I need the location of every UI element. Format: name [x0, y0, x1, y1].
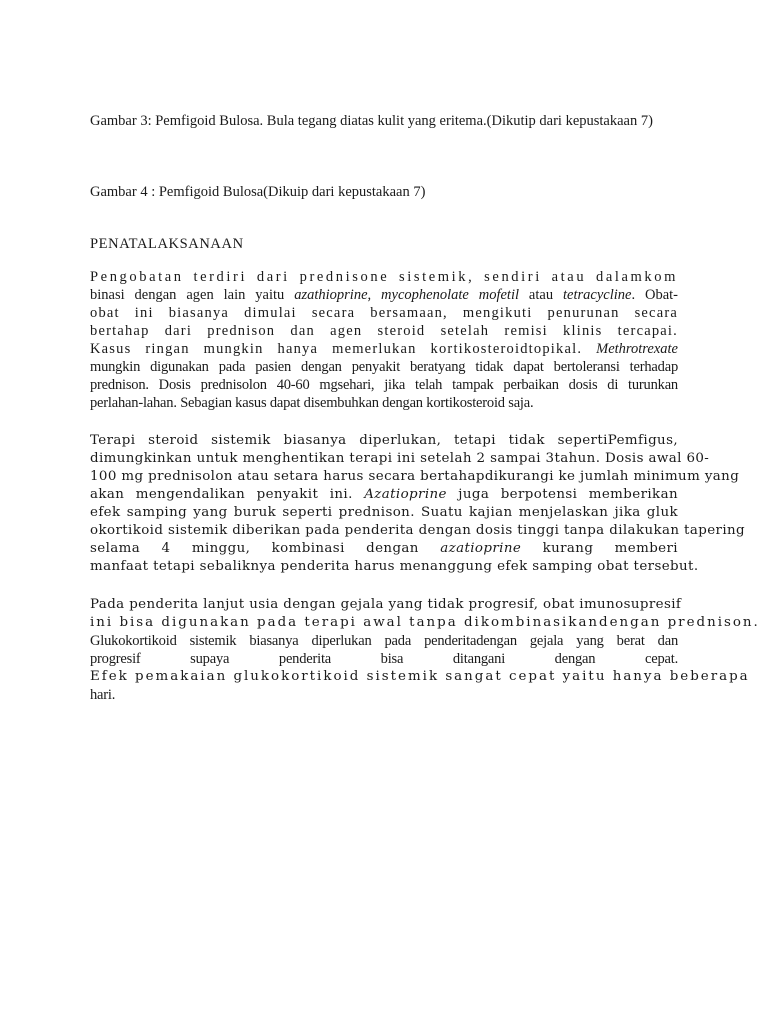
text-line: Pengobatan terdiri dari prednisone sistemik, sendiri atau dalamkom: [90, 269, 678, 285]
drug-name: Azatioprine: [364, 487, 447, 502]
figure-3-caption: Gambar 3: Pemfigoid Bulosa. Bula tegang diatas kulit yang eritema.(Dikutip dari kepustakaan 7): [90, 113, 653, 129]
text-line: bertahap dari prednison dan agen steroid setelah remisi klinis tercapai.: [90, 323, 678, 339]
drug-name: azathioprine, mycophenolate mofetil: [294, 287, 520, 303]
text-line: Efek pemakaian glukokortikoid sistemik sangat cepat yaitu hanya beberapa: [90, 669, 750, 684]
section-heading: PENATALAKSANAAN: [90, 236, 244, 252]
text-span: akan mengendalikan penyakit ini.: [90, 487, 365, 502]
text-line: 100 mg prednisolon atau setara harus secara bertahapdikurangi ke jumlah minimum yang: [90, 469, 740, 484]
paragraph-steroid-therapy: [90, 432, 745, 576]
text-line: dimungkinkan untuk menghentikan terapi ini setelah 2 sampai 3tahun. Dosis awal 60-: [90, 451, 710, 466]
text-span: binasi dengan agen lain yaitu: [90, 287, 295, 303]
text-line: prednison. Dosis prednisolon 40-60 mgsehari, jika telah tampak perbaikan dosis di turunkan: [90, 377, 678, 393]
text-line: [90, 540, 678, 558]
text-line: Pada penderita lanjut usia dengan gejala yang tidak progresif, obat imunosupresif: [90, 597, 682, 612]
text-line: progresif supaya penderita bisa ditangani dengan cepat.: [90, 651, 678, 667]
text-line: hari.: [90, 687, 116, 703]
text-line: ini bisa digunakan pada terapi awal tanpa dikombinasikandengan prednison.: [90, 615, 760, 630]
text-line: manfaat tetapi sebaliknya penderita harus menanggung efek samping obat tersebut.: [90, 559, 699, 574]
text-span: atau: [519, 287, 563, 303]
paragraph-elderly-patients: [90, 596, 760, 704]
text-span: . Obat-: [631, 287, 678, 303]
text-line: okortikoid sistemik diberikan pada penderita dengan dosis tinggi tanpa dilakukan tapering: [90, 523, 745, 538]
figure-4-caption: Gambar 4 : Pemfigoid Bulosa(Dikuip dari kepustakaan 7): [90, 184, 426, 200]
text-line: efek samping yang buruk seperti prednison. Suatu kajian menjelaskan jika gluk: [90, 505, 678, 520]
text-line: Terapi steroid sistemik biasanya diperlukan, tetapi tidak sepertiPemfigus,: [90, 433, 678, 448]
text-line: perlahan-lahan. Sebagian kasus dapat disembuhkan dengan kortikosteroid saja.: [90, 395, 534, 411]
text-line: mungkin digunakan pada pasien dengan penyakit beratyang tidak dapat bertoleransi terhadap: [90, 359, 678, 375]
drug-name: tetracycline: [563, 287, 632, 303]
paragraph-treatment: [90, 268, 678, 412]
text-span: selama 4 minggu, kombinasi dengan: [90, 541, 441, 556]
drug-name: azatioprine: [440, 541, 522, 556]
text-line: [90, 340, 678, 358]
text-line: obat ini biasanya dimulai secara bersamaan, mengikuti penurunan secara: [90, 305, 678, 321]
text-line: [90, 286, 678, 304]
text-line: Glukokortikoid sistemik biasanya diperlukan pada penderitadengan gejala yang berat dan: [90, 633, 678, 649]
drug-name: Methrotrexate: [596, 341, 678, 357]
text-span: kurang memberi: [521, 541, 678, 556]
text-line: [90, 486, 678, 504]
text-span: juga berpotensi memberikan: [446, 487, 678, 502]
text-span: Kasus ringan mungkin hanya memerlukan kortikosteroidtopikal.: [90, 341, 597, 357]
